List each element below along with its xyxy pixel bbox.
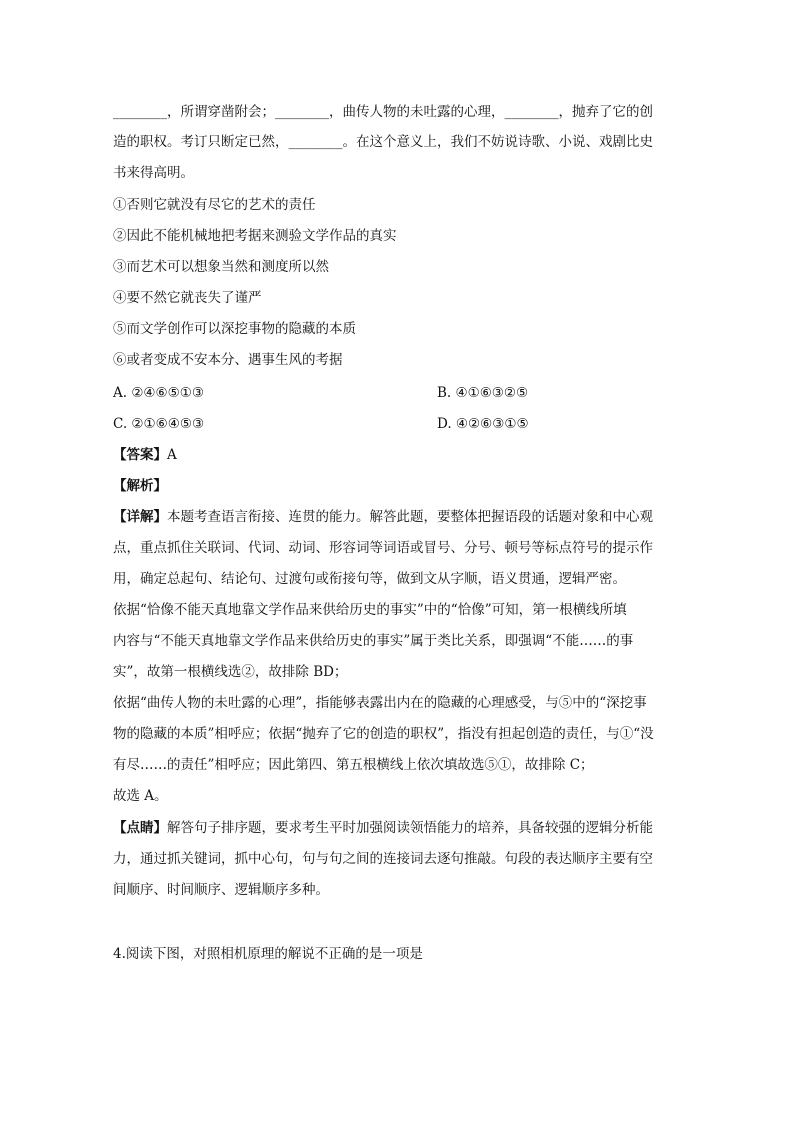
detail-line-3: 用，确定总起句、结论句、过渡句或衔接句等，做到文从字顺，语义贯通，逻辑严密。 <box>113 571 626 587</box>
tip-tag: 【点睛】 <box>113 820 167 836</box>
sentence-2: ②因此不能机械地把考据来测验文学作品的真实 <box>113 228 397 244</box>
detail-line-8: 物的隐藏的本质”相呼应；依据“抛弃了它的创造的职权”，指没有担起创造的责任，与①“没 <box>113 726 654 742</box>
next-question: 4.阅读下图，对照相机原理的解说不正确的是一项是 <box>113 946 423 962</box>
detail-line-9: 有尽……的责任”相呼应；因此第四、第五根横线上依次填故选⑤①，故排除 C； <box>113 757 594 773</box>
passage-line-3: 书来得高明。 <box>113 165 194 181</box>
choice-d: D. ④②⑥③①⑤ <box>437 416 529 432</box>
answer-line <box>113 446 683 464</box>
detail-line-6: 实”，故第一根横线选②，故排除 BD； <box>113 664 348 680</box>
passage-line-2: 造的职权。考订只断定已然，________。在这个意义上，我们不妨说诗歌、小说、戏剧比史 <box>113 134 653 150</box>
tip-line-3: 间顺序、时间顺序、逻辑顺序多种。 <box>113 882 329 898</box>
detail-tag: 【详解】 <box>113 509 167 525</box>
sentence-5: ⑤而文学创作可以深挖事物的隐藏的本质 <box>113 321 356 337</box>
choice-b: B. ④①⑥③②⑤ <box>437 385 529 401</box>
sentence-1: ①否则它就没有尽它的艺术的责任 <box>113 197 316 213</box>
sentence-3: ③而艺术可以想象当然和测度所以然 <box>113 259 329 275</box>
detail-line-1 <box>113 508 683 526</box>
detail-line-2: 点，重点抓住关联词、代词、动词、形容词等词语或冒号、分号、顿号等标点符号的提示作 <box>113 540 653 556</box>
detail-text-1: 本题考查语言衔接、连贯的能力。解答此题，要整体把握语段的话题对象和中心观 <box>167 509 653 525</box>
tip-line-2: 力，通过抓关键词，抓中心句，句与句之间的连接词去逐句推敲。句段的表达顺序主要有空 <box>113 851 653 867</box>
detail-line-7: 依据“曲传人物的未吐露的心理”，指能够表露出内在的隐藏的心理感受，与⑤中的“深挖事 <box>113 695 647 711</box>
sentence-4: ④要不然它就丧失了谨严 <box>113 290 262 306</box>
detail-line-5: 内容与“不能天真地靠文学作品来供给历史的事实”属于类比关系，即强调“不能……的事 <box>113 633 634 649</box>
analysis-tag: 【解析】 <box>113 478 167 494</box>
answer-tag: 【答案】 <box>113 447 167 463</box>
answer-value: A <box>167 447 177 463</box>
tip-text-1: 解答句子排序题，要求考生平时加强阅读领悟能力的培养，具备较强的逻辑分析能 <box>167 820 653 836</box>
detail-line-10: 故选 A。 <box>113 788 168 804</box>
choice-a: A. ②④⑥⑤①③ <box>113 385 204 401</box>
tip-line-1 <box>113 819 683 837</box>
analysis-line <box>113 477 683 495</box>
detail-line-4: 依据“恰像不能天真地靠文学作品来供给历史的事实”中的“恰像”可知，第一根横线所填 <box>113 602 627 618</box>
passage-line-1: ________，所谓穿凿附会；________，曲传人物的未吐露的心理，________，抛弃了它的创 <box>113 104 653 120</box>
sentence-6: ⑥或者变成不安本分、遇事生风的考据 <box>113 352 343 368</box>
choice-c: C. ②①⑥④⑤③ <box>113 416 205 432</box>
